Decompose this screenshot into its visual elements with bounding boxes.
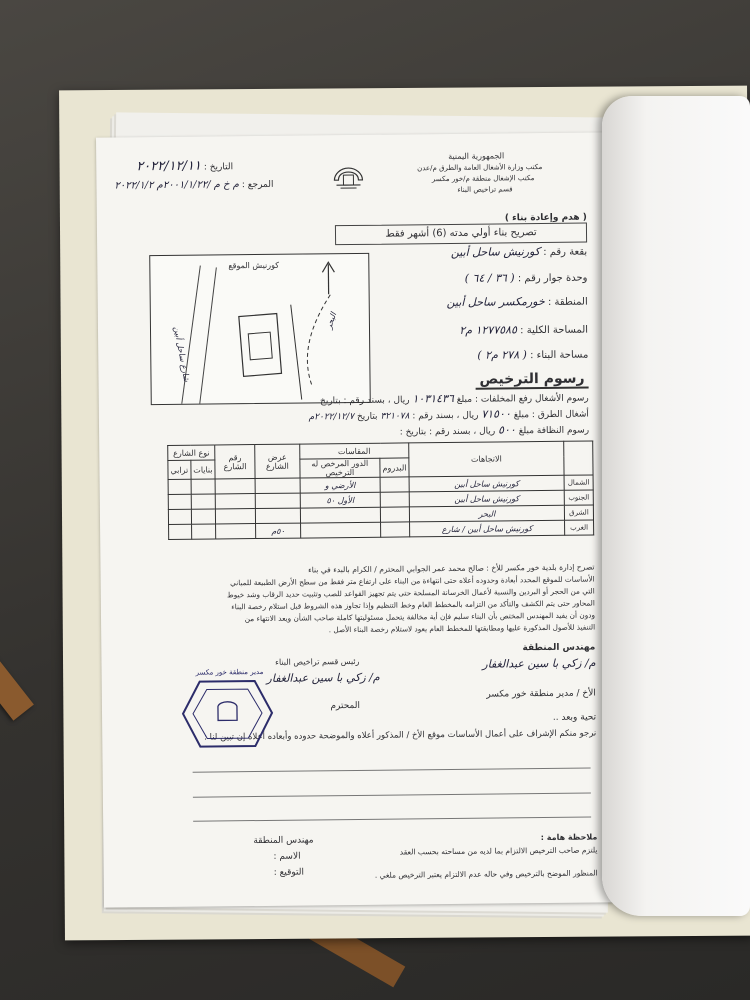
cell-number [216,524,256,539]
fee-rial-1: ريال ، بسند رقم : [343,395,410,407]
fee-label-1: رسوم الأشغال رفع المخلفات : [474,393,589,405]
fee-row-1 [320,391,589,407]
map-label-right: البحر [324,311,339,331]
blank-line [193,768,591,773]
cell-number [215,509,255,524]
cell-floor [300,507,380,523]
footer-engineer-label: مهندس المنطقة [253,835,314,847]
th-blank [564,441,593,475]
request-text: نرجو منكم الإشراف على أعمال الأساسات موقع الأخ / المذكور أعلاه والموضحة حدوده وأبعاده أعلاه إن تبين لنا : [203,728,597,743]
cell-west: كورنيش ساحل أبين / شارع [410,520,565,537]
cell-width [256,508,301,523]
fee-label-2: أشغال الطرق : [531,409,589,421]
map-label-top: كورنيش الموقع [228,260,280,271]
cell-width-value: ٥٠م [256,523,301,538]
fees-title: رسوم الترخيص [475,371,588,390]
header-line-3: مكتب الإشغال منطقة م/خور مكسر [431,174,535,184]
fee-rial-2: ريال ، بسند رقم : [412,410,479,422]
site-sketch [149,253,371,405]
th-directions: الاتجاهات [409,441,564,477]
cell-south: كورنيش ساحل أبين [409,490,564,507]
yemen-emblem-icon [328,165,368,191]
cell-basement [380,477,409,492]
cell-floor [300,522,380,538]
cell-buildings [191,479,215,494]
cell-basement [380,492,409,507]
total-area-label: المساحة الكلية : [520,324,589,337]
dimensions-table [167,440,594,539]
date-value: ٢٠٢٢/١٢/١١ [136,158,201,175]
cell-dirt [168,479,191,494]
dir-north: الشمال [564,475,593,490]
note-1: يلتزم صاحب الترخيص الالتزام بما لديه من مساحته بحسب العقد [399,845,598,857]
fee-label-3: رسوم النظافة [536,425,590,437]
body-line-6: التنفيذ للأصول المذكورة عليها ومطابقتها للمخطط العام يعود لاستلام رخصة البناء الأصل . [328,622,596,635]
fee-date-label-1: بتاريخ [319,396,341,407]
cell-floor-2: الأول ٥٠ [300,492,380,508]
notes-title: ملاحظة هامة : [540,832,598,843]
dir-west: الغرب [565,520,594,535]
ref-value: م خ م /٢٠٠١/١/٢٢م ٢٠٢٢/١/٢ [114,179,239,192]
cell-number [215,494,255,509]
fee-date-label-2: بتاريخ [356,411,378,422]
th-street-width: عرض الشارع [255,444,300,478]
cell-dirt [169,524,192,539]
cell-buildings [191,494,215,509]
cell-dirt [168,509,191,524]
fee-date-label-3: بتاريخ : [399,427,427,438]
date-label: التاريخ : [203,162,234,173]
permit-type: ( هدم وإعادة بناء ) [504,212,587,224]
cell-dirt [168,494,191,509]
body-line-5: ودون أن يفيد المهندس المختص بأن البناء سليم فإن أية مخالفة يتحمل مسئوليتها كاملة صاحب الشأن ويعد الانتهاء من [244,610,596,624]
permit-document [96,132,612,907]
stamp-text: مدير منطقة خور مكسر [195,667,264,677]
th-street-type: نوع الشارع [168,445,215,460]
th-basement: البدروم [380,458,409,477]
body-line-2: الأساسات للموقع المحدد أبعادة وحدوده أعلاه حتى انتهاءة من البناء على ارتفاع متر فقط من سطح الأرض الطبيعة للمباني [230,574,595,588]
cell-width [255,478,300,493]
greeting: تحية وبعد .. [552,712,597,723]
th-dirt: ترابي [168,460,191,479]
fee-amount-2: ٧١٥٠٠ [481,407,511,421]
cell-east: البحر [409,505,564,522]
header-line-4: قسم تراخيص البناء [457,185,513,194]
respected-label: المحترم [330,700,360,712]
body-line-3: التي من الحجر أو البردين والنسبة لأعمال الخرسانة المسلحة حتى يتم تجهيز القواعد للصب وتثبيت حديد الرقاب وشد خيوط [226,586,595,600]
fee-receipt-2: ٣٢١٠٧٨ [380,411,410,422]
th-buildings: بنايات [191,460,215,479]
fee-rial-3: ريال ، بسند رقم : [429,426,496,438]
dir-east: الشرق [564,505,593,520]
head-label: رئيس قسم تراخيص البناء [275,656,360,667]
building-area-value: ( ٢٧٨ م٢ ) [477,348,527,362]
official-stamp [180,667,276,752]
plot-value: كورنيش ساحل أبين [450,245,541,259]
body-line-1: تصرح إدارة بلدية خور مكسر للأخ : صالح محمد عمر الجوابي المحترم / الكرام بالبدء في بناء [308,562,595,575]
footer-sign-label: التوقيع : [273,867,305,878]
header-line-1: الجمهورية اليمنية [448,151,505,161]
header-line-2: مكتب وزارة الأشغال العامة والطرق م/عدن [417,163,543,173]
stamp-seal-icon [180,676,276,752]
engineer-name: م/ زكي با سين عبدالغفار [482,656,596,671]
unit-label: وحدة جوار رقم : [517,272,588,285]
cell-basement [381,522,410,537]
cell-number [215,479,255,494]
fee-amount-3: ٥٠٠ [498,423,516,437]
map-label-left: شارع ساحل أبين [172,325,192,383]
fee-amount-label-1: مبلغ [456,394,473,405]
blank-line [193,817,591,822]
note-2: المنظور الموضح بالترخيص وفي حاله عدم الالتزام يعتبر الترخيص ملغي . [374,868,598,880]
director-label: الأخ / مدير منطقة خور مكسر [486,688,596,700]
th-measurements: المقاسات [300,443,409,459]
fee-amount-label-3: مبلغ [518,426,535,437]
cell-width [255,493,300,508]
body-line-4: المحاور حتى يتم الكشف والتأكد من التزامه بالمخطط العام وخط التنظيم وإذا تجاوز هذه الشروط قبل استلام رخصة البناء [231,598,595,612]
cell-north: كورنيش ساحل أبين [409,475,564,492]
folder-cover-page [602,96,750,916]
building-area-label: مساحة البناء : [530,349,589,362]
total-area-value: ١٢٧٧٥٨٥ م٢ [459,323,518,337]
area-value: خورمكسر ساحل أبين [446,294,545,310]
permit-title: تصريح بناء أولي مدته (6) أشهر فقط [335,223,587,246]
table-row [169,520,594,539]
dir-south: الجنوب [564,490,593,505]
fee-row-2 [308,407,588,423]
ref-label: المرجع : [241,179,274,191]
blank-line [193,793,591,798]
th-licensed-floor: الدور المرخص له الترخيص [300,458,380,478]
fee-date-2: ٢٠٢٢/١٢/٧م [308,411,355,423]
plot-label: بقعة رقم : [543,246,588,259]
th-street-number: رقم الشارع [215,445,255,479]
cell-buildings [191,524,215,539]
area-label: المنطقة : [547,296,588,308]
head-name: م/ زكي با سين عبدالغفار [266,670,380,685]
footer-name-label: الاسم : [273,851,301,862]
cell-buildings [191,509,215,524]
engineer-label: مهندس المنطقة [522,642,596,654]
fee-row-3 [400,423,590,438]
unit-value: ( ٣٦ / ٦٤ ) [464,271,515,285]
cell-basement [380,507,409,522]
cell-floor-1: الأرضي و [300,477,380,493]
fee-amount-label-2: مبلغ [513,410,530,421]
fee-amount-1: ١٠٣١٤٣٦ [412,391,454,406]
